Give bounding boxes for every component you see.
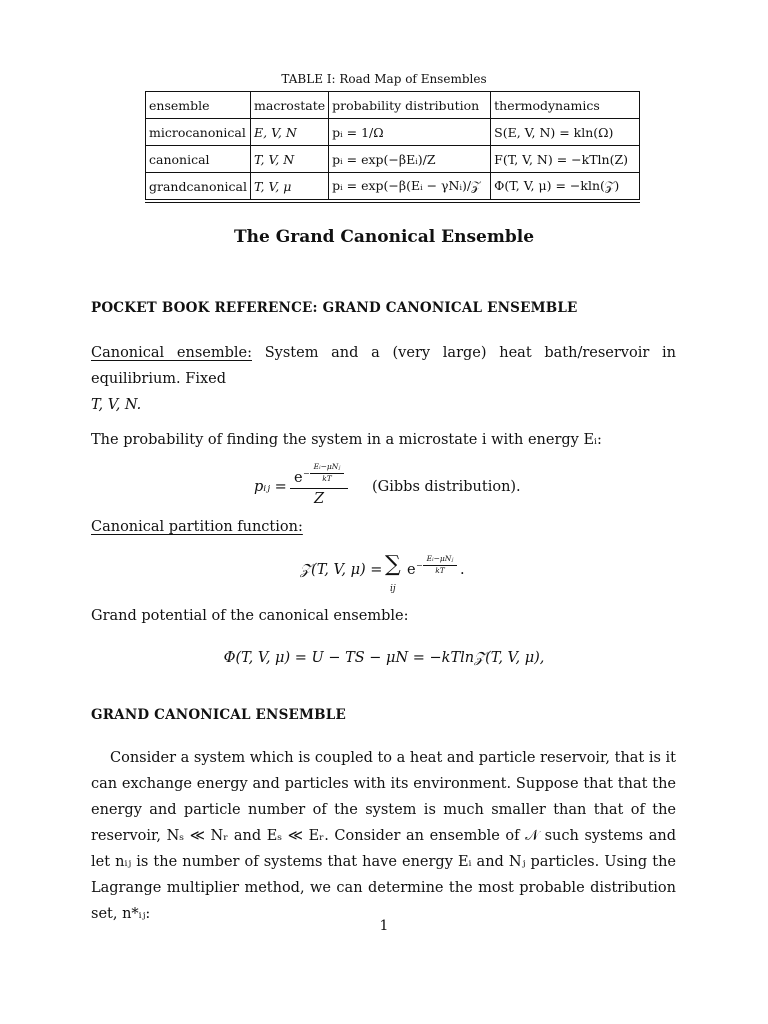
table-row bbox=[146, 146, 640, 173]
body-paragraph: Consider a system which is coupled to a heat and particle reservoir, that is it can exchange energy and particles with its environment. Suppose that that the energy and particle number of the system is much smaller than that of the reservoir, Nₛ ≪ Nᵣ and Eₛ ≪ Eᵣ. Consider an ensemble of 𝒩 such systems and let nᵢⱼ is the number of systems that have energy Eᵢ and Nⱼ particles. Using the Lagrange multiplier method, we can determine the most probable distribution set, n*ᵢⱼ: bbox=[91, 750, 677, 922]
table-caption: TABLE I: Road Map of Ensembles bbox=[281, 72, 487, 86]
probability-intro: The probability of finding the system in a microstate i with energy Eᵢ: bbox=[91, 432, 602, 448]
partition-exponent-numerator: Eᵢ−μNⱼ bbox=[426, 554, 454, 563]
cell-ensemble: canonical bbox=[146, 146, 251, 173]
partition-function-label: Canonical partition function: bbox=[91, 519, 303, 535]
page-title: The Grand Canonical Ensemble bbox=[233, 227, 535, 247]
cell-thermodynamics: S(E, V, N) = kln(Ω) bbox=[491, 119, 640, 146]
cell-thermodynamics: F(T, V, N) = −kTln(Z) bbox=[491, 146, 640, 173]
partition-exponent-denominator: kT bbox=[435, 566, 445, 575]
table-header-row bbox=[146, 92, 640, 119]
gibbs-exponent-denominator: kT bbox=[322, 474, 332, 483]
cell-probability: pᵢ = exp(−βEᵢ)/Z bbox=[329, 146, 491, 173]
partition-lhs: 𝒵(T, V, μ) = bbox=[300, 562, 383, 578]
cell-macrostate: T, V, μ bbox=[251, 173, 329, 202]
canonical-ensemble-paragraph bbox=[91, 340, 676, 418]
grand-potential-intro: Grand potential of the canonical ensemble: bbox=[91, 608, 409, 624]
header-thermodynamics: thermodynamics bbox=[491, 92, 640, 119]
gibbs-fraction-bar bbox=[290, 488, 348, 489]
canonical-ensemble-fixed-vars: T, V, N. bbox=[91, 397, 142, 413]
table-row bbox=[146, 119, 640, 146]
ensembles-table bbox=[145, 91, 640, 203]
partition-exp-minus: − bbox=[416, 561, 423, 570]
gibbs-lhs: pᵢⱼ = bbox=[254, 479, 287, 495]
section-heading-pocket-book: POCKET BOOK REFERENCE: GRAND CANONICAL ENSEMBLE bbox=[91, 300, 578, 316]
header-macrostate: macrostate bbox=[251, 92, 329, 119]
header-probability-distribution: probability distribution bbox=[329, 92, 491, 119]
page-number: 1 bbox=[379, 918, 389, 934]
gibbs-exp-base: e bbox=[294, 470, 303, 486]
cell-probability: pᵢ = exp(−β(Eᵢ − γNᵢ)/𝒵 bbox=[329, 173, 491, 202]
grand-potential-equation: Φ(T, V, μ) = U − TS − μN = −kTln𝒵(T, V, μ), bbox=[223, 650, 545, 666]
section-heading-grand-canonical: GRAND CANONICAL ENSEMBLE bbox=[91, 707, 346, 723]
header-ensemble: ensemble bbox=[146, 92, 251, 119]
partition-tail: . bbox=[460, 562, 465, 578]
cell-macrostate: T, V, N bbox=[251, 146, 329, 173]
gibbs-note: (Gibbs distribution). bbox=[372, 479, 521, 495]
cell-probability: pᵢ = 1/Ω bbox=[329, 119, 491, 146]
cell-ensemble: microcanonical bbox=[146, 119, 251, 146]
gibbs-denominator: Z bbox=[313, 491, 325, 507]
cell-ensemble: grandcanonical bbox=[146, 173, 251, 202]
canonical-ensemble-label: Canonical ensemble: bbox=[91, 345, 252, 361]
partition-sum-symbol: ∑ bbox=[385, 552, 401, 577]
gibbs-exp-minus: − bbox=[303, 469, 310, 478]
cell-macrostate: E, V, N bbox=[251, 119, 329, 146]
partition-sum-index: ij bbox=[390, 584, 396, 594]
cell-thermodynamics: Φ(T, V, μ) = −kln(𝒵) bbox=[491, 173, 640, 202]
gibbs-exponent-numerator: Eᵢ−μNⱼ bbox=[313, 462, 341, 471]
canonical-ensemble-text: System and a (very large) heat bath/reservoir in equilibrium. Fixed bbox=[91, 345, 676, 387]
table-row bbox=[146, 173, 640, 202]
partition-exp-base: e bbox=[407, 562, 416, 578]
